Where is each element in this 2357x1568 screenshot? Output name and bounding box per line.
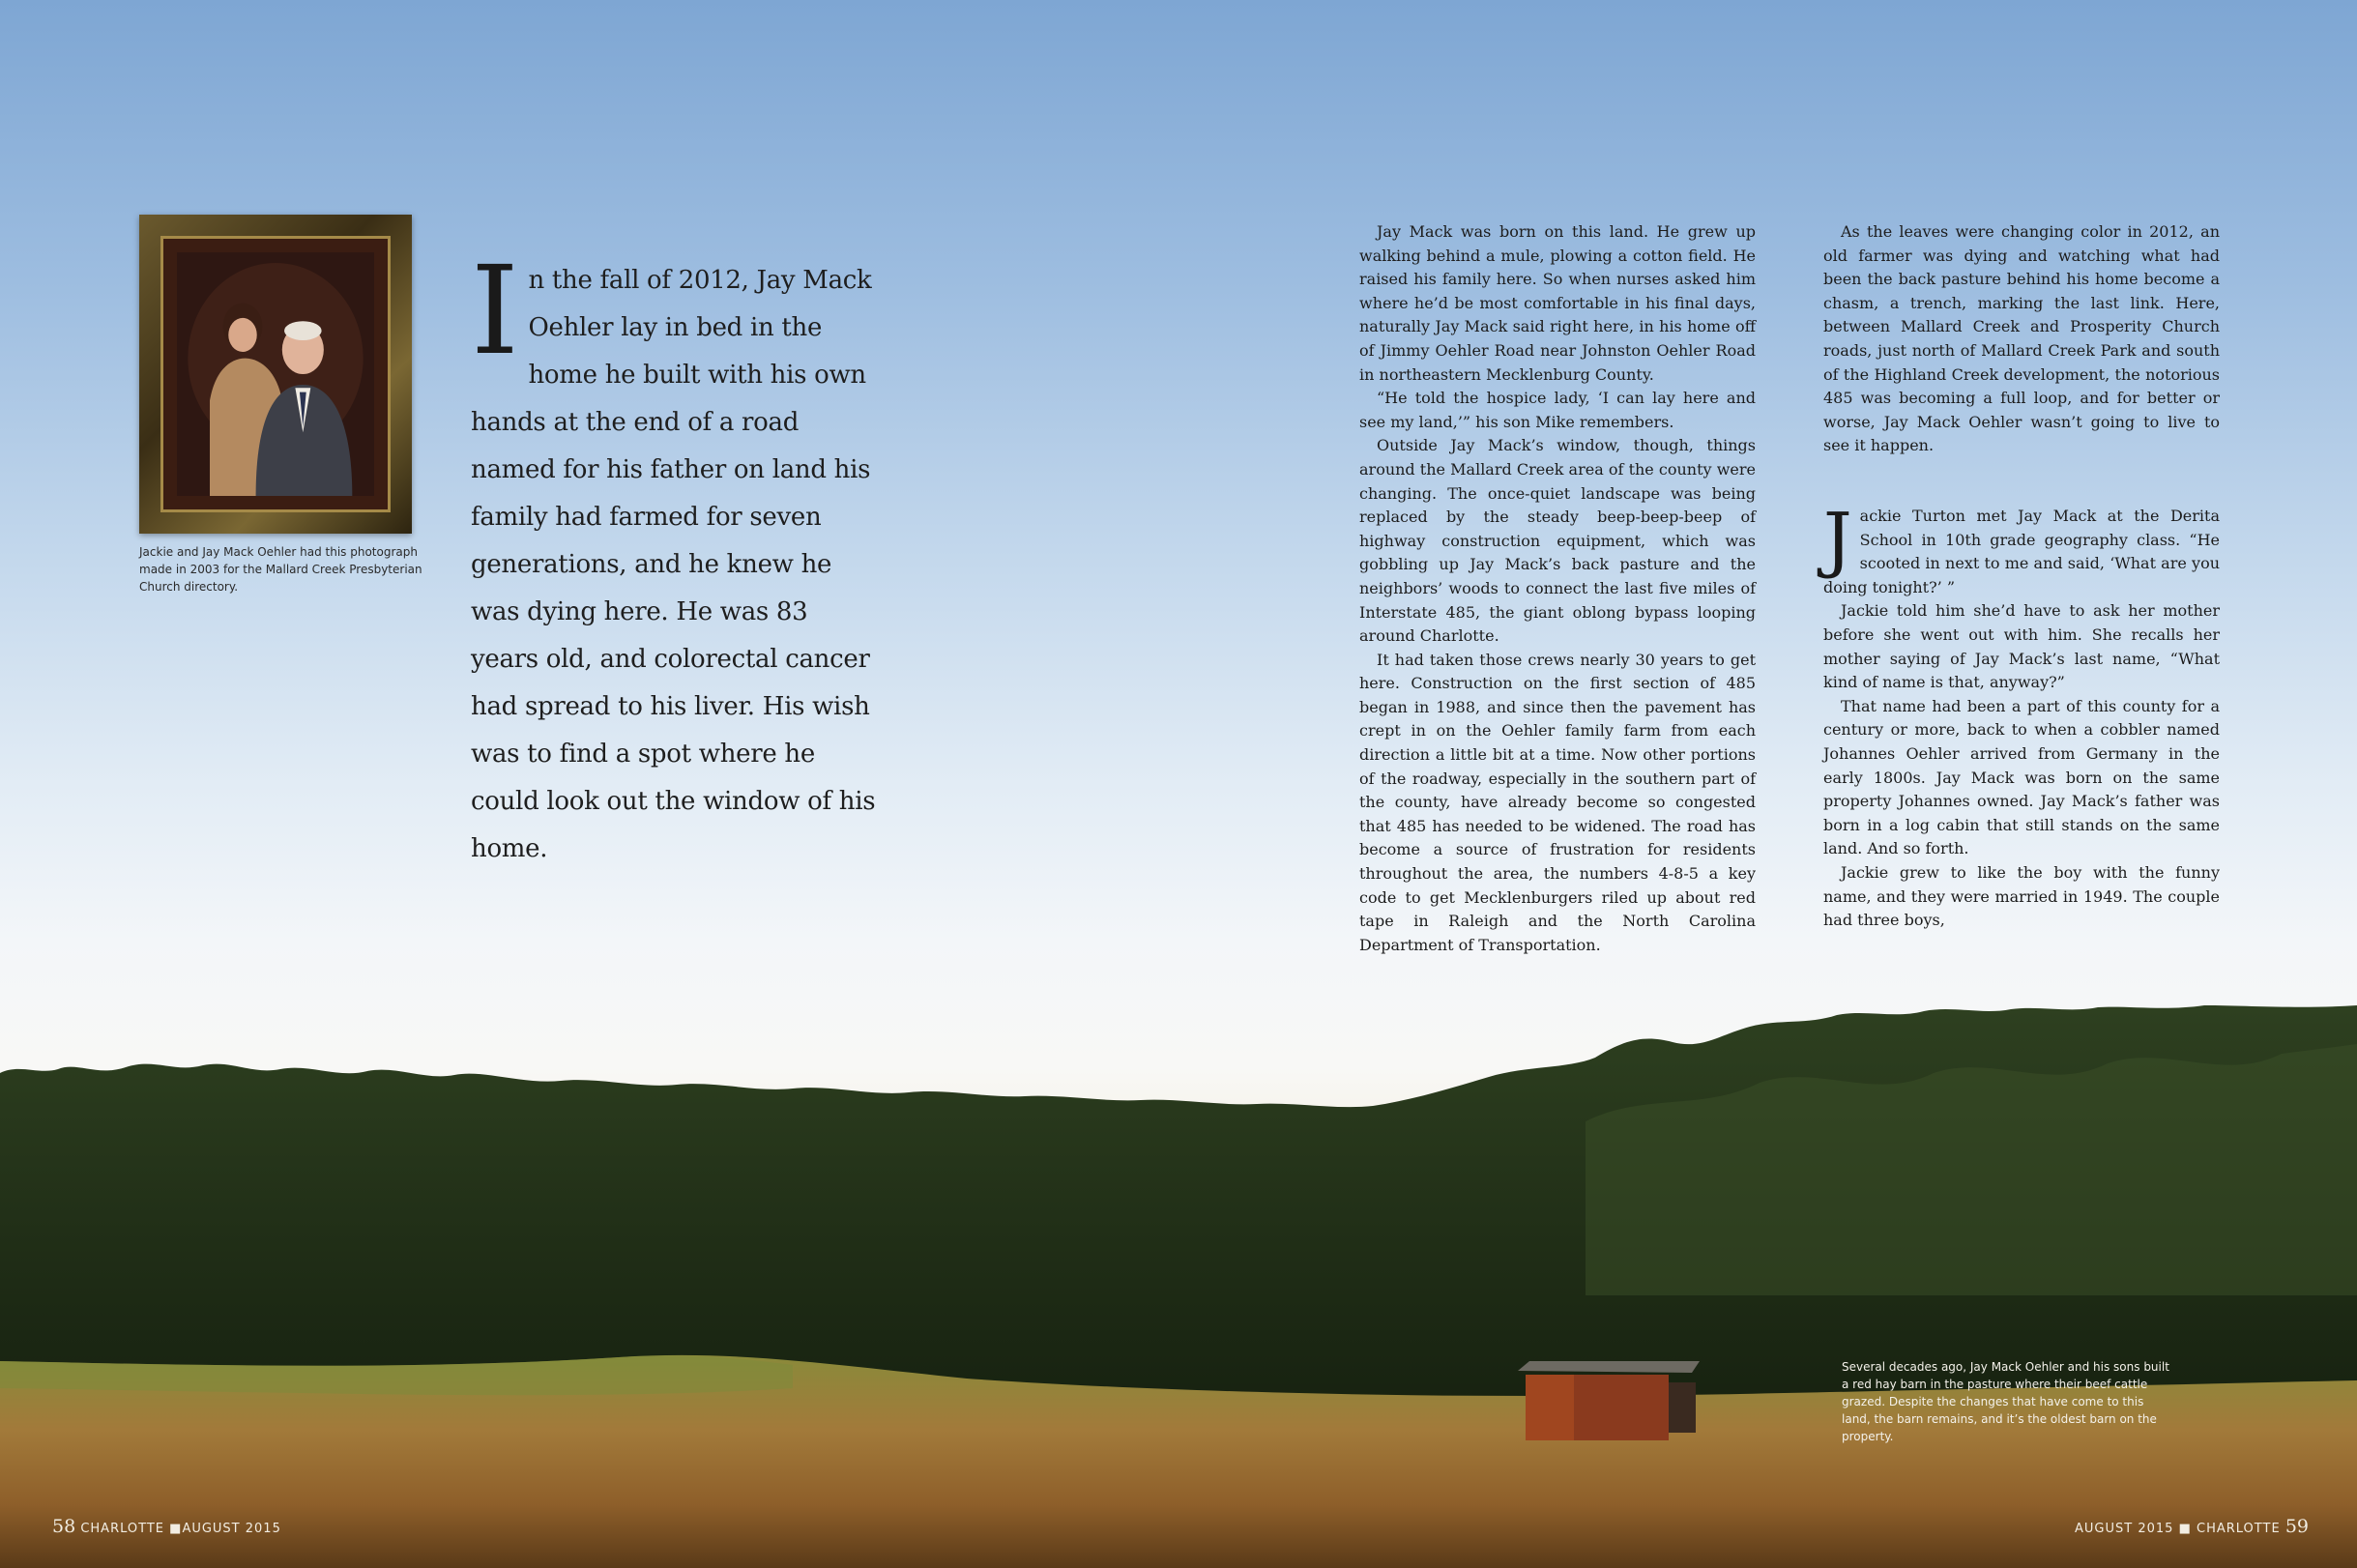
barn-photo-caption: Several decades ago, Jay Mack Oehler and his sons built a red hay barn in the pasture where their beef cattle grazed. Despite the changes that have come to this land, the barn remains, and it’s the oldest barn on the property. (1842, 1360, 2169, 1443)
lede-text: n the fall of 2012, Jay Mack Oehler lay in bed in the home he built with his own hands at the end of a road named for his father on land his family had farmed for seven generations, and he knew he was dying here. He was 83 years old, and colorectal cancer had spread to his liver. His wish was to find a spot where he could look out the window of his home. (471, 266, 876, 863)
folio-separator-icon: ■ (169, 1522, 183, 1536)
column2-paragraph: Jackie told him she’d have to ask her mother before she went out with him. She recalls her mother saying of Jay Mack’s last name, “What kind of name is that, anyway?” (1823, 601, 2220, 692)
framed-portrait-photo (139, 215, 412, 534)
portrait-image (177, 252, 374, 496)
lede-paragraph (471, 240, 877, 873)
article-column-2-top (1823, 220, 2220, 458)
column2-paragraph: As the leaves were changing color in 2012, an old farmer was dying and watching what had been the back pasture behind his home become a chasm, a trench, marking the last link. Here, between Mallard Creek and Prosperity Church roads, just north of Mallard Creek Park and south of the Highland Creek development, the notorious 485 was becoming a full loop, and for better or worse, Jay Mack Oehler wasn’t going to live to see it happen. (1823, 222, 2220, 455)
landscape-photo (0, 1005, 2357, 1568)
issue-date-left: AUGUST 2015 (182, 1522, 281, 1536)
column2-paragraph: That name had been a part of this county for a century or more, back to when a cobbler named Johannes Oehler arrived from Germany in the early 1800s. Jay Mack was born on the same property Johannes owned. Jay Mack’s father was born in a log cabin that still stands on the same land. And so forth. (1823, 696, 2220, 858)
dropcap-i: I (471, 240, 519, 382)
folio-left (52, 1516, 281, 1537)
column2-paragraph: Jackie grew to like the boy with the funny name, and they were married in 1949. The couple had three boys, (1823, 862, 2220, 930)
folio-separator-icon: ■ (2178, 1522, 2192, 1536)
issue-date-right: AUGUST 2015 (2075, 1522, 2174, 1536)
article-column-1 (1359, 220, 1756, 957)
column1-paragraph: Outside Jay Mack’s window, though, things around the Mallard Creek area of the county were changing. The once-quiet landscape was being replaced by the steady beep-beep-beep of highway construction equipment, which was gobbling up Jay Mack’s back pasture and the neighbors’ woods to connect the last five miles of Interstate 485, the giant oblong bypass looping around Charlotte. (1359, 436, 1756, 646)
photo-caption: Jackie and Jay Mack Oehler had this photograph made in 2003 for the Mallard Creek Presbyterian Church directory. (139, 545, 422, 594)
folio-right (2075, 1516, 2309, 1537)
column1-paragraph: Jay Mack was born on this land. He grew up walking behind a mule, plowing a cotton field. He raised his family here. So when nurses asked him where he’d be most comfortable in his final days, naturally Jay Mack said right here, in his home off of Jimmy Oehler Road near Johnston Oehler Road in northeastern Mecklenburg County. (1359, 222, 1756, 384)
magazine-name-right: CHARLOTTE (2197, 1522, 2281, 1536)
column1-paragraph: “He told the hospice lady, ‘I can lay here and see my land,’” his son Mike remembers. (1359, 389, 1756, 431)
article-column-2-section (1823, 498, 2220, 933)
column2-section-first-paragraph (1823, 498, 2220, 599)
column2-first-text: ackie Turton met Jay Mack at the Derita School in 10th grade geography class. “He scooted in next to me and said, ‘What are you doing tonight?’ ” (1823, 507, 2220, 596)
photo-mat (160, 236, 391, 512)
magazine-name-left: CHARLOTTE (80, 1522, 164, 1536)
dropcap-j: J (1823, 498, 1852, 581)
page-number-left: 58 (52, 1516, 76, 1537)
page-number-right: 59 (2284, 1516, 2309, 1537)
column1-paragraph: It had taken those crews nearly 30 years to get here. Construction on the first section of 485 began in 1988, and since then the pavement has crept in on the Oehler family farm from each direction a little bit at a time. Now other portions of the roadway, especially in the southern part of the county, have already become so congested that 485 has needed to be widened. The road has become a source of frustration for residents throughout the area, the numbers 4-8-5 a key code to get Mecklenburgers riled up about red tape in Raleigh and the North Carolina Department of Transportation. (1359, 650, 1756, 954)
